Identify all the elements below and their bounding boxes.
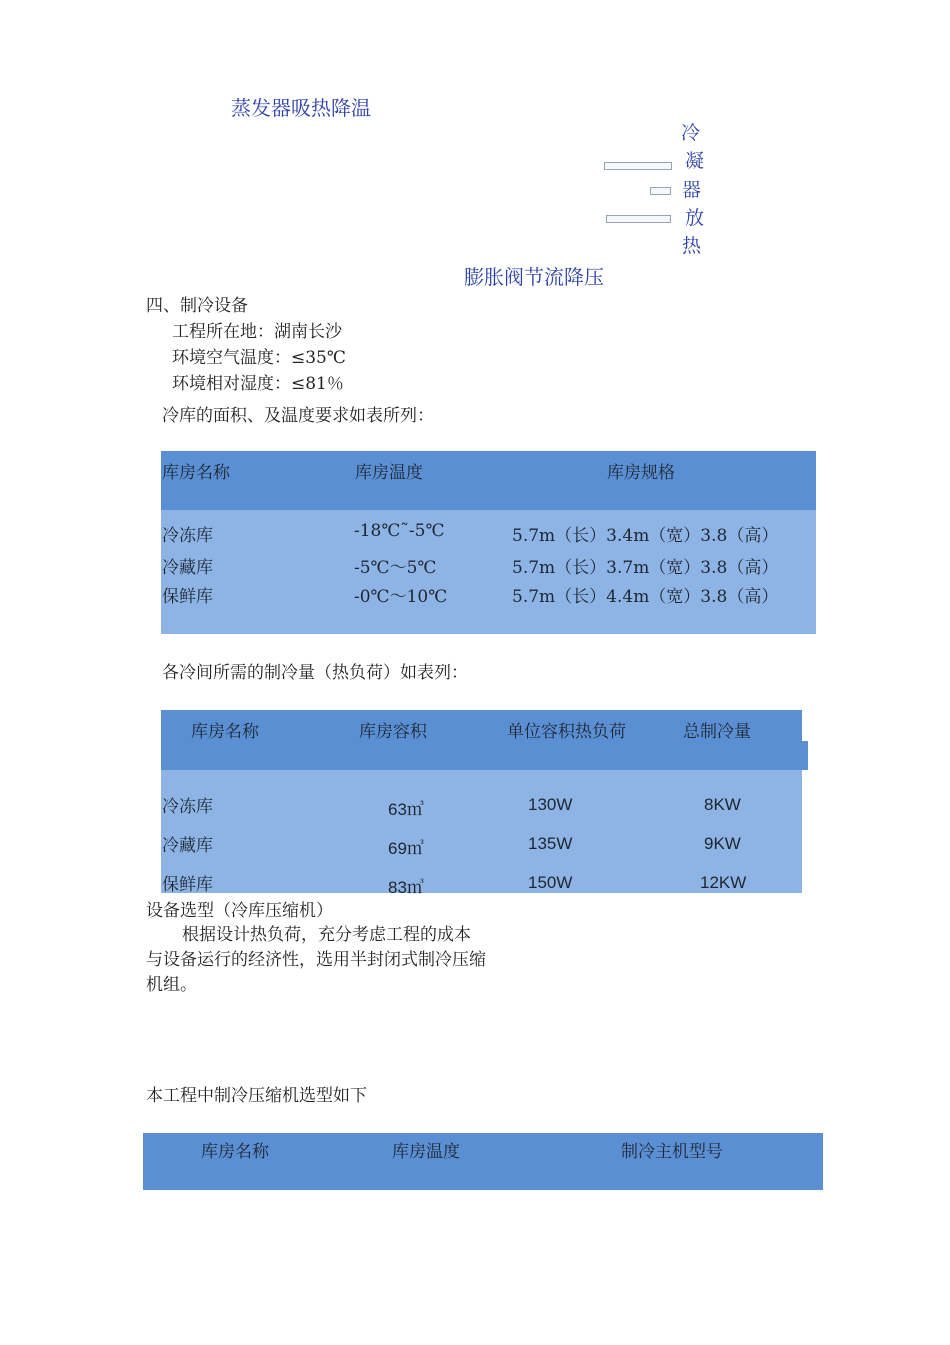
table-header-row: [161, 451, 816, 510]
column-header: 库房名称: [201, 1142, 269, 1162]
table-cell: 冷冻库: [162, 526, 213, 546]
equipment-title: 设备选型（冷库压缩机）: [146, 901, 333, 921]
expansion-valve-label: 膨胀阀节流降压: [464, 265, 604, 289]
column-header: 库房名称: [191, 722, 259, 742]
project-location: 工程所在地：湖南长沙: [172, 322, 342, 342]
column-header: 单位容积热负荷: [507, 722, 626, 742]
table2-intro: 各冷间所需的制冷量（热负荷）如表列：: [162, 663, 468, 683]
table-cell: 保鲜库: [162, 587, 213, 607]
table-cell: 130W: [528, 795, 573, 814]
paragraph-line: 根据设计热负荷，充分考虑工程的成本: [182, 925, 471, 945]
table-cell: 保鲜库: [162, 875, 213, 895]
table-cell: 12KW: [700, 873, 747, 892]
column-header: 库房名称: [162, 463, 230, 483]
condenser-char: 冷: [681, 122, 701, 144]
section-title: 四、制冷设备: [146, 296, 248, 316]
table-cell: 83㎥: [388, 878, 424, 897]
table-cell: 冷藏库: [162, 836, 213, 856]
table-cell: 5.7m（长）3.4m（宽）3.8（高）: [512, 526, 779, 546]
column-header: 制冷主机型号: [621, 1142, 723, 1162]
table-header-row: [802, 741, 808, 770]
table-cell: 9KW: [704, 834, 741, 853]
relative-humidity: 环境相对湿度：≤81％: [172, 374, 344, 394]
selection-intro: 本工程中制冷压缩机选型如下: [146, 1086, 367, 1106]
table-cell: 8KW: [704, 795, 741, 814]
condenser-pipe: [604, 162, 672, 170]
condenser-pipe: [606, 215, 671, 223]
table-cell: 63㎥: [388, 800, 424, 819]
evaporator-label: 蒸发器吸热降温: [231, 96, 371, 120]
table1-intro: 冷库的面积、及温度要求如表所列：: [162, 406, 434, 426]
condenser-pipe: [650, 187, 671, 195]
table-cell: 冷冻库: [162, 797, 213, 817]
table-cell: 135W: [528, 834, 573, 853]
table-cell: 69㎥: [388, 839, 424, 858]
paragraph-line: 与设备运行的经济性，选用半封闭式制冷压缩: [146, 950, 486, 970]
table-cell: -5℃～5℃: [354, 558, 437, 578]
paragraph-line: 机组。: [146, 975, 197, 995]
column-header: 库房温度: [392, 1142, 460, 1162]
table-cell: 冷藏库: [162, 558, 213, 578]
condenser-char: 凝: [685, 150, 705, 172]
column-header: 库房规格: [607, 463, 675, 483]
ambient-air-temp: 环境空气温度：≤35℃: [172, 348, 346, 368]
condenser-char: 器: [682, 179, 702, 201]
condenser-char: 放: [685, 207, 705, 229]
column-header: 总制冷量: [683, 722, 751, 742]
column-header: 库房温度: [355, 463, 423, 483]
table-cell: 5.7m（长）4.4m（宽）3.8（高）: [512, 587, 779, 607]
table-cell: -0℃～10℃: [354, 587, 448, 607]
condenser-char: 热: [682, 235, 702, 257]
column-header: 库房容积: [359, 722, 427, 742]
table-cell: -18℃˜-5℃: [354, 521, 445, 541]
table-cell: 5.7m（长）3.7m（宽）3.8（高）: [512, 558, 779, 578]
table-cell: 150W: [528, 873, 573, 892]
